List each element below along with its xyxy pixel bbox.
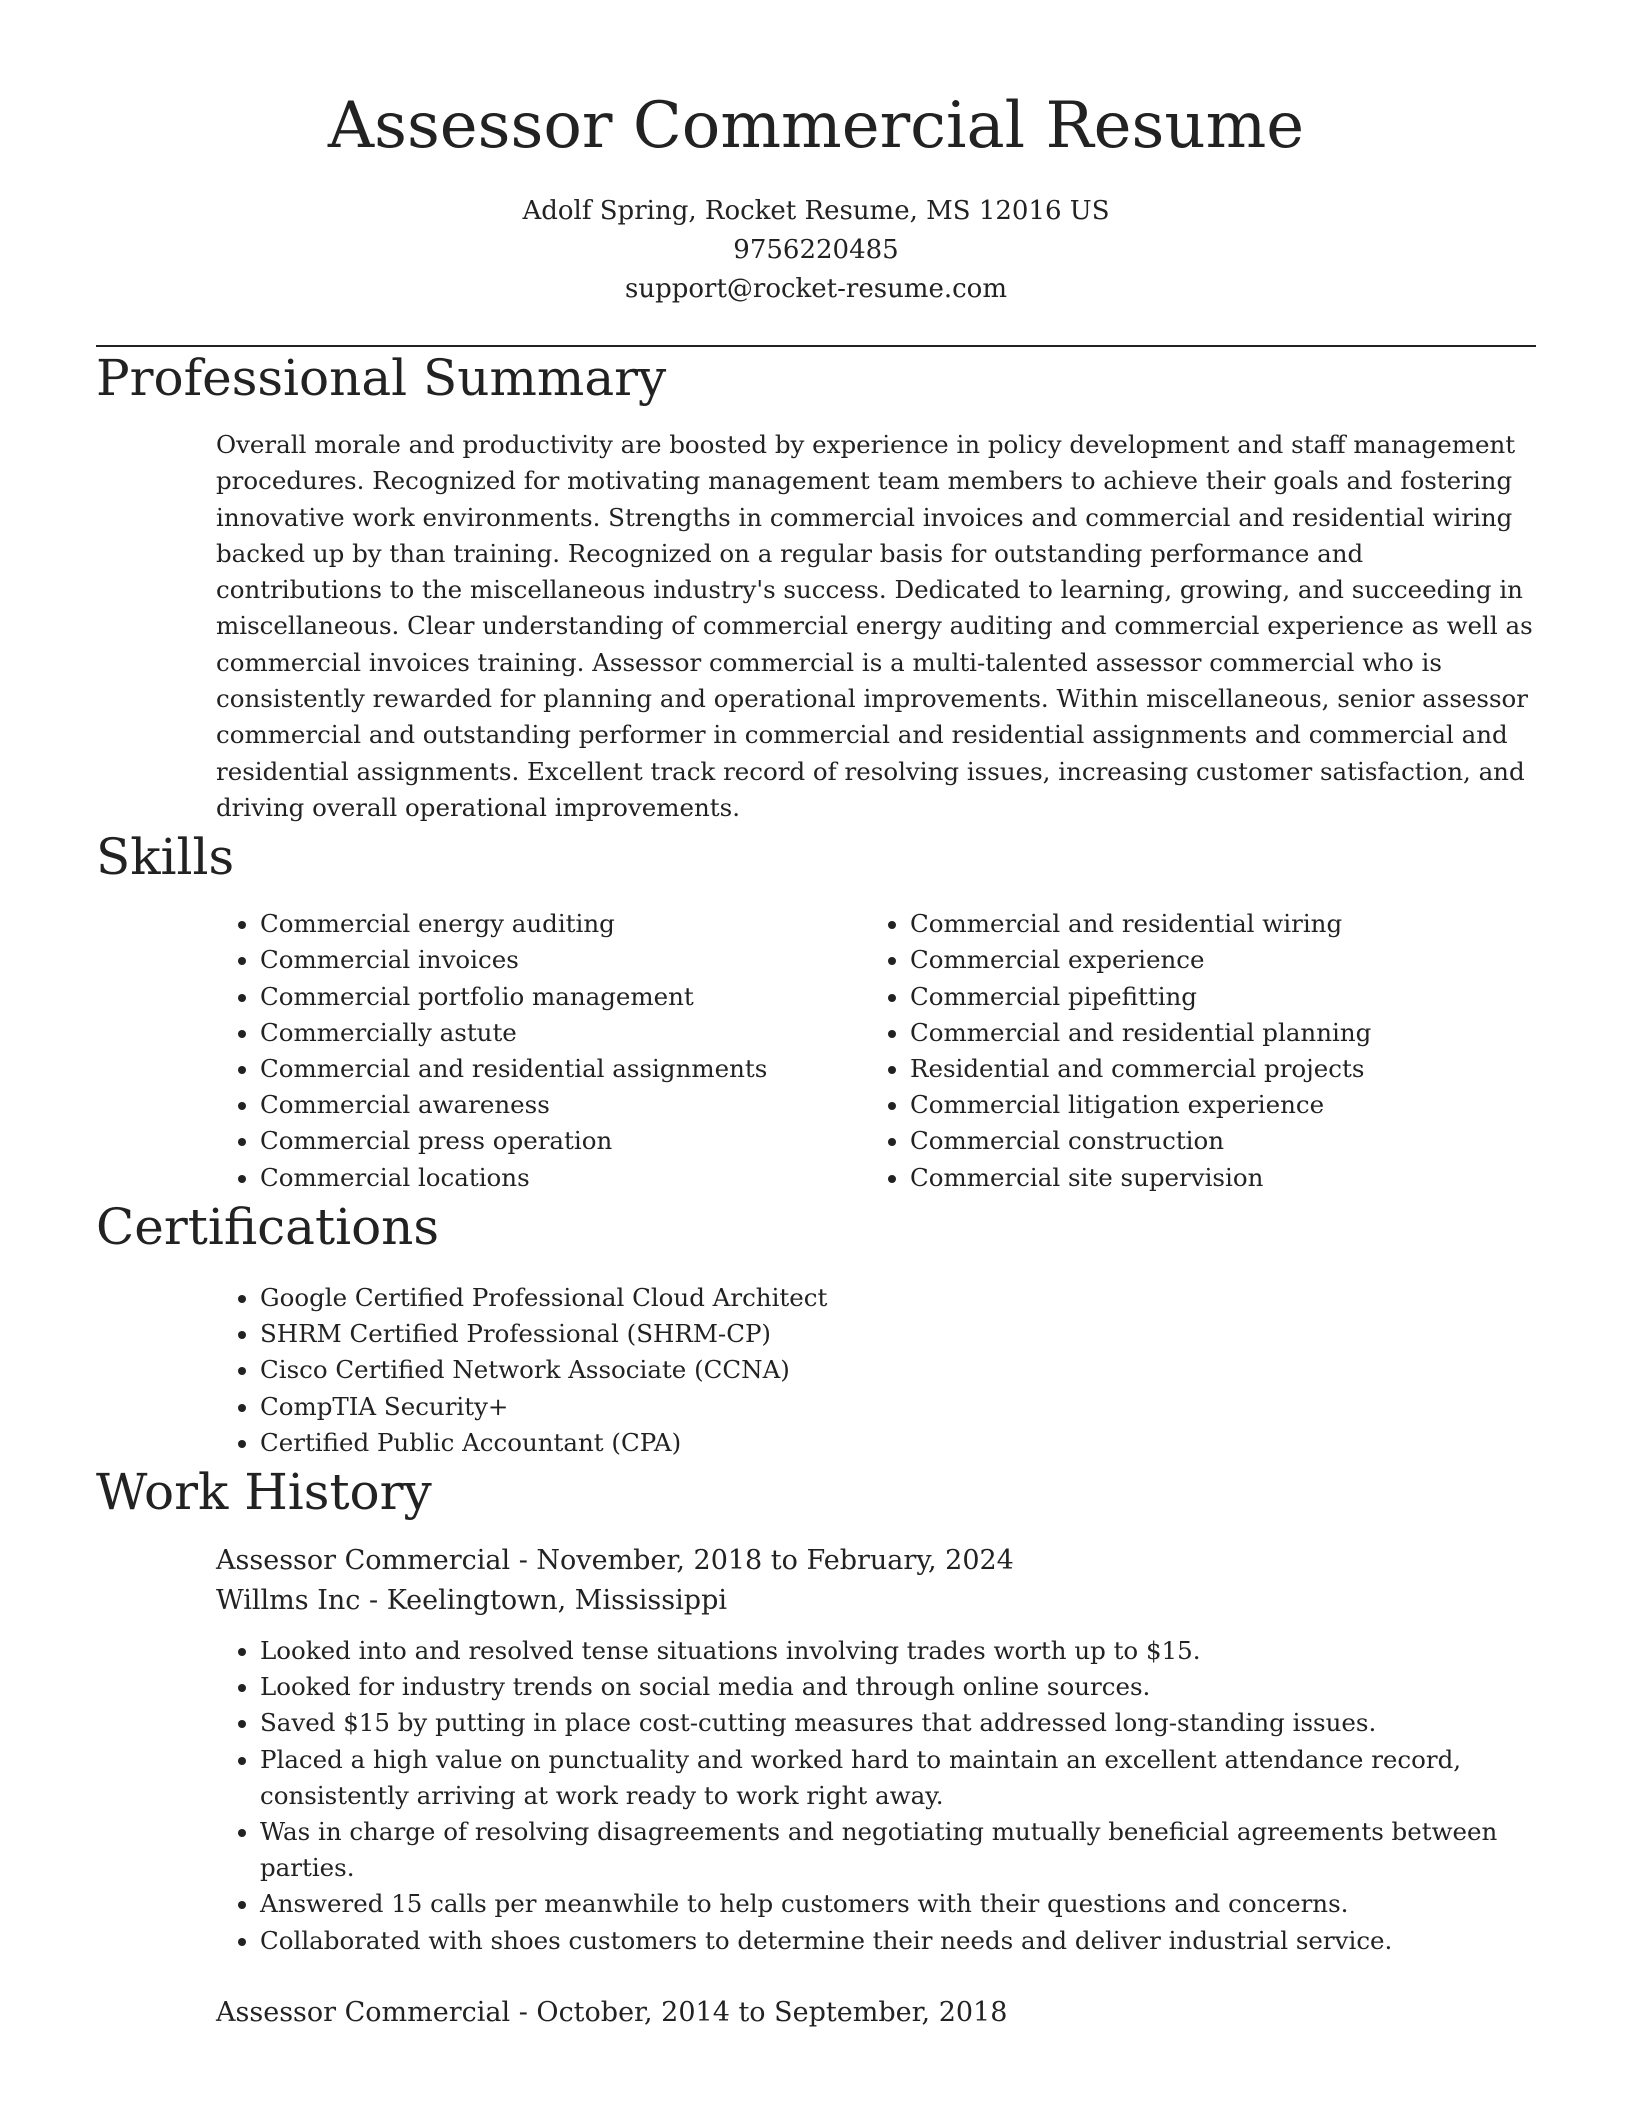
summary-heading: Professional Summary <box>96 349 667 407</box>
skills-column-1 <box>216 906 866 1196</box>
job-dates: - November, 2018 to February, 2024 <box>510 1544 1014 1576</box>
skill-item: • Commercial litigation experience <box>910 1087 1371 1123</box>
certification-item: • Cisco Certified Network Associate (CCNA) <box>260 1352 1536 1388</box>
certification-item: • SHRM Certified Professional (SHRM-CP) <box>260 1316 1536 1352</box>
skill-item: • Commercial and residential assignments <box>260 1051 866 1087</box>
skill-item: • Commercial pipefitting <box>910 979 1371 1015</box>
skill-item: • Commercial experience <box>910 942 1371 978</box>
job-company: Willms Inc - Keelingtown, Mississippi <box>216 1584 727 1616</box>
job-title-line <box>216 1541 1536 1581</box>
job-bullet: • Answered 15 calls per meanwhile to help customers with their questions and concerns. <box>260 1886 1536 1922</box>
skill-item: • Commercial energy auditing <box>260 906 866 942</box>
skill-item: • Commercially astute <box>260 1015 866 1051</box>
job-role: Assessor Commercial <box>216 1996 511 2028</box>
summary-text: Overall morale and productivity are boosted by experience in policy development and staff management procedures. Recognized for motivating management team members to achieve their goals and fostering innovative work environments. Strengths in commercial invoices and commercial and residential wiring backed up by than training. Recognized on a regular basis for outstanding performance and contributions to the miscellaneous industry's success. Dedicated to learning, growing, and succeeding in miscellaneous. Clear understanding of commercial energy auditing and commercial experience as well as commercial invoices training. Assessor commercial is a multi-talented assessor commercial who is consistently rewarded for planning and operational improvements. Within miscellaneous, senior assessor commercial and outstanding performer in commercial and residential assignments and commercial and residential assignments. Excellent track record of resolving issues, increasing customer satisfaction, and driving overall operational improvements. <box>216 430 1533 822</box>
contact-email: support@rocket-resume.com <box>624 274 1007 304</box>
job-bullet: • Collaborated with shoes customers to determine their needs and deliver industrial service. <box>260 1923 1536 1959</box>
certifications-heading: Certifications <box>96 1197 440 1256</box>
job-bullet: • Looked into and resolved tense situations involving trades worth up to $15. <box>260 1633 1536 1669</box>
job-entry <box>216 1993 1536 2033</box>
skill-item: • Commercial portfolio management <box>260 979 866 1015</box>
resume-title: Assessor Commercial Resume <box>327 89 1305 163</box>
skills-column-2 <box>866 906 1371 1196</box>
job-bullet: • Placed a high value on punctuality and worked hard to maintain an excellent attendance record, consistently arriving at work ready to work right away. <box>260 1742 1536 1814</box>
job-bullet: • Looked for industry trends on social media and through online sources. <box>260 1669 1536 1705</box>
job-dates: - October, 2014 to September, 2018 <box>510 1996 1008 2028</box>
skills-list <box>216 906 1536 1196</box>
certification-item: • Google Certified Professional Cloud Architect <box>260 1280 1536 1316</box>
skill-item: • Residential and commercial projects <box>910 1051 1371 1087</box>
skill-item: • Commercial press operation <box>260 1123 866 1159</box>
contact-address: Adolf Spring, Rocket Resume, MS 12016 US <box>522 196 1110 226</box>
certification-item: • CompTIA Security+ <box>260 1389 1536 1425</box>
skill-item: • Commercial construction <box>910 1123 1371 1159</box>
job-bullet: • Saved $15 by putting in place cost-cutting measures that addressed long-standing issues. <box>260 1705 1536 1741</box>
job-entry <box>216 1541 1536 1959</box>
skills-heading: Skills <box>96 828 235 887</box>
certification-item: • Certified Public Accountant (CPA) <box>260 1425 1536 1461</box>
job-bullets <box>216 1633 1536 1959</box>
skill-item: • Commercial site supervision <box>910 1160 1371 1196</box>
skill-item: • Commercial awareness <box>260 1087 866 1123</box>
certifications-list <box>216 1280 1536 1461</box>
skill-item: • Commercial and residential planning <box>910 1015 1371 1051</box>
job-role: Assessor Commercial <box>216 1544 511 1576</box>
skill-item: • Commercial locations <box>260 1160 866 1196</box>
contact-block <box>96 192 1536 309</box>
skill-item: • Commercial invoices <box>260 942 866 978</box>
contact-phone: 9756220485 <box>733 235 899 265</box>
work-history-heading: Work History <box>96 1462 432 1521</box>
skill-item: • Commercial and residential wiring <box>910 906 1371 942</box>
job-bullet: • Was in charge of resolving disagreements and negotiating mutually beneficial agreements between parties. <box>260 1814 1536 1886</box>
job-title-line <box>216 1993 1536 2033</box>
